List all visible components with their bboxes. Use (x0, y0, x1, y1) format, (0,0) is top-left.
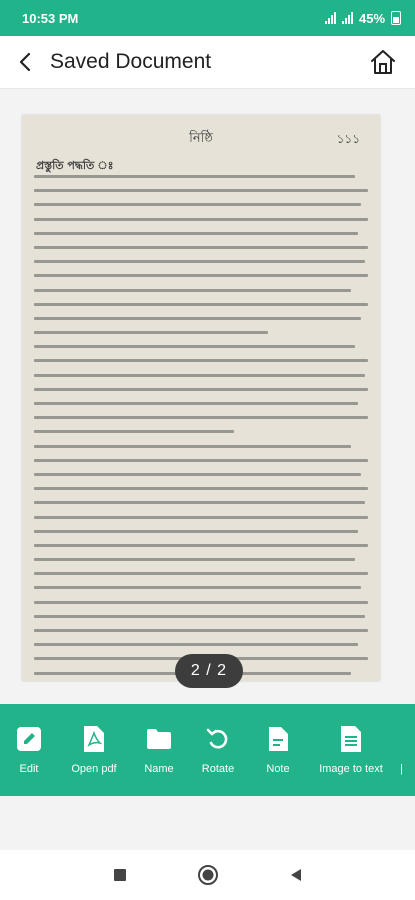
signal-icon (325, 12, 336, 24)
battery-percent: 45% (358, 10, 385, 26)
home-icon (369, 48, 397, 76)
system-nav-bar (0, 850, 415, 900)
page-indicator: 2 / 2 (175, 654, 243, 688)
edit-label: Edit (19, 763, 39, 775)
document-text-line (34, 544, 368, 547)
signal-icon-2 (342, 12, 353, 24)
document-text-line (34, 501, 365, 504)
document-text-line (34, 331, 268, 334)
status-time: 10:53 PM (22, 10, 79, 26)
document-text-line (34, 416, 368, 419)
edit-icon (16, 726, 42, 752)
note-icon (267, 726, 289, 752)
document-text-block (34, 175, 368, 681)
document-text-line (34, 303, 368, 306)
document-text-line (34, 274, 368, 277)
document-page-image[interactable] (22, 115, 380, 681)
document-text-line (34, 445, 351, 448)
more-tools-partial[interactable]: | (400, 763, 403, 775)
document-subheading: প্রস্তুতি পদ্ধতি ঃ (36, 159, 114, 172)
battery-icon (391, 11, 401, 25)
page-title: Saved Document (50, 50, 212, 73)
document-text-line (34, 189, 368, 192)
document-text-line (34, 601, 368, 604)
document-text-line (34, 345, 355, 348)
document-text-line (34, 487, 368, 490)
note-button[interactable] (248, 704, 308, 796)
document-text-line (34, 430, 234, 433)
document-page-header (22, 129, 380, 149)
document-text-line (34, 615, 365, 618)
open-pdf-button[interactable] (58, 704, 130, 796)
document-text-line (34, 175, 355, 178)
document-page-heading: নিষ্ঠি (189, 131, 213, 146)
back-button[interactable] (6, 42, 46, 82)
document-text-line (34, 246, 368, 249)
name-label: Name (144, 763, 174, 775)
image-to-text-label: Image to text (319, 763, 383, 775)
document-text-line (34, 473, 361, 476)
document-text-line (34, 203, 361, 206)
folder-icon (146, 728, 172, 750)
document-text-line (34, 402, 358, 405)
document-text-line (34, 586, 361, 589)
document-text-line (34, 374, 365, 377)
rotate-button[interactable] (188, 704, 248, 796)
document-text-line (34, 260, 365, 263)
document-text-line (34, 572, 368, 575)
document-text-line (34, 232, 358, 235)
status-icons (325, 11, 401, 26)
triangle-back-icon (289, 868, 303, 882)
document-text-line (34, 629, 368, 632)
name-button[interactable] (130, 704, 188, 796)
note-label: Note (266, 763, 290, 775)
rotate-label: Rotate (201, 763, 235, 775)
document-text-line (34, 388, 368, 391)
document-text-line (34, 516, 368, 519)
document-viewer[interactable] (0, 89, 415, 702)
pdf-icon (82, 725, 106, 753)
document-text-line (34, 643, 358, 646)
home-nav-button[interactable] (188, 855, 228, 895)
document-text-line (34, 359, 368, 362)
action-toolbar (0, 704, 415, 796)
circle-icon (197, 864, 219, 886)
background-area (0, 796, 415, 850)
status-bar (0, 0, 415, 36)
rotate-icon (205, 726, 231, 752)
recents-button[interactable] (100, 855, 140, 895)
open-pdf-label: Open pdf (71, 763, 117, 775)
document-text-line (34, 218, 368, 221)
document-text-line (34, 558, 355, 561)
app-header (0, 36, 415, 89)
home-button[interactable] (363, 42, 403, 82)
document-text-line (34, 317, 361, 320)
back-arrow-icon (16, 52, 36, 72)
document-text-line (34, 289, 351, 292)
document-text-line (34, 530, 358, 533)
edit-button[interactable] (0, 704, 58, 796)
square-icon (113, 868, 127, 882)
back-nav-button[interactable] (276, 855, 316, 895)
text-document-icon (339, 725, 363, 753)
document-text-line (34, 459, 368, 462)
document-page-number: ১১১ (336, 132, 360, 146)
image-to-text-button[interactable] (308, 704, 394, 796)
